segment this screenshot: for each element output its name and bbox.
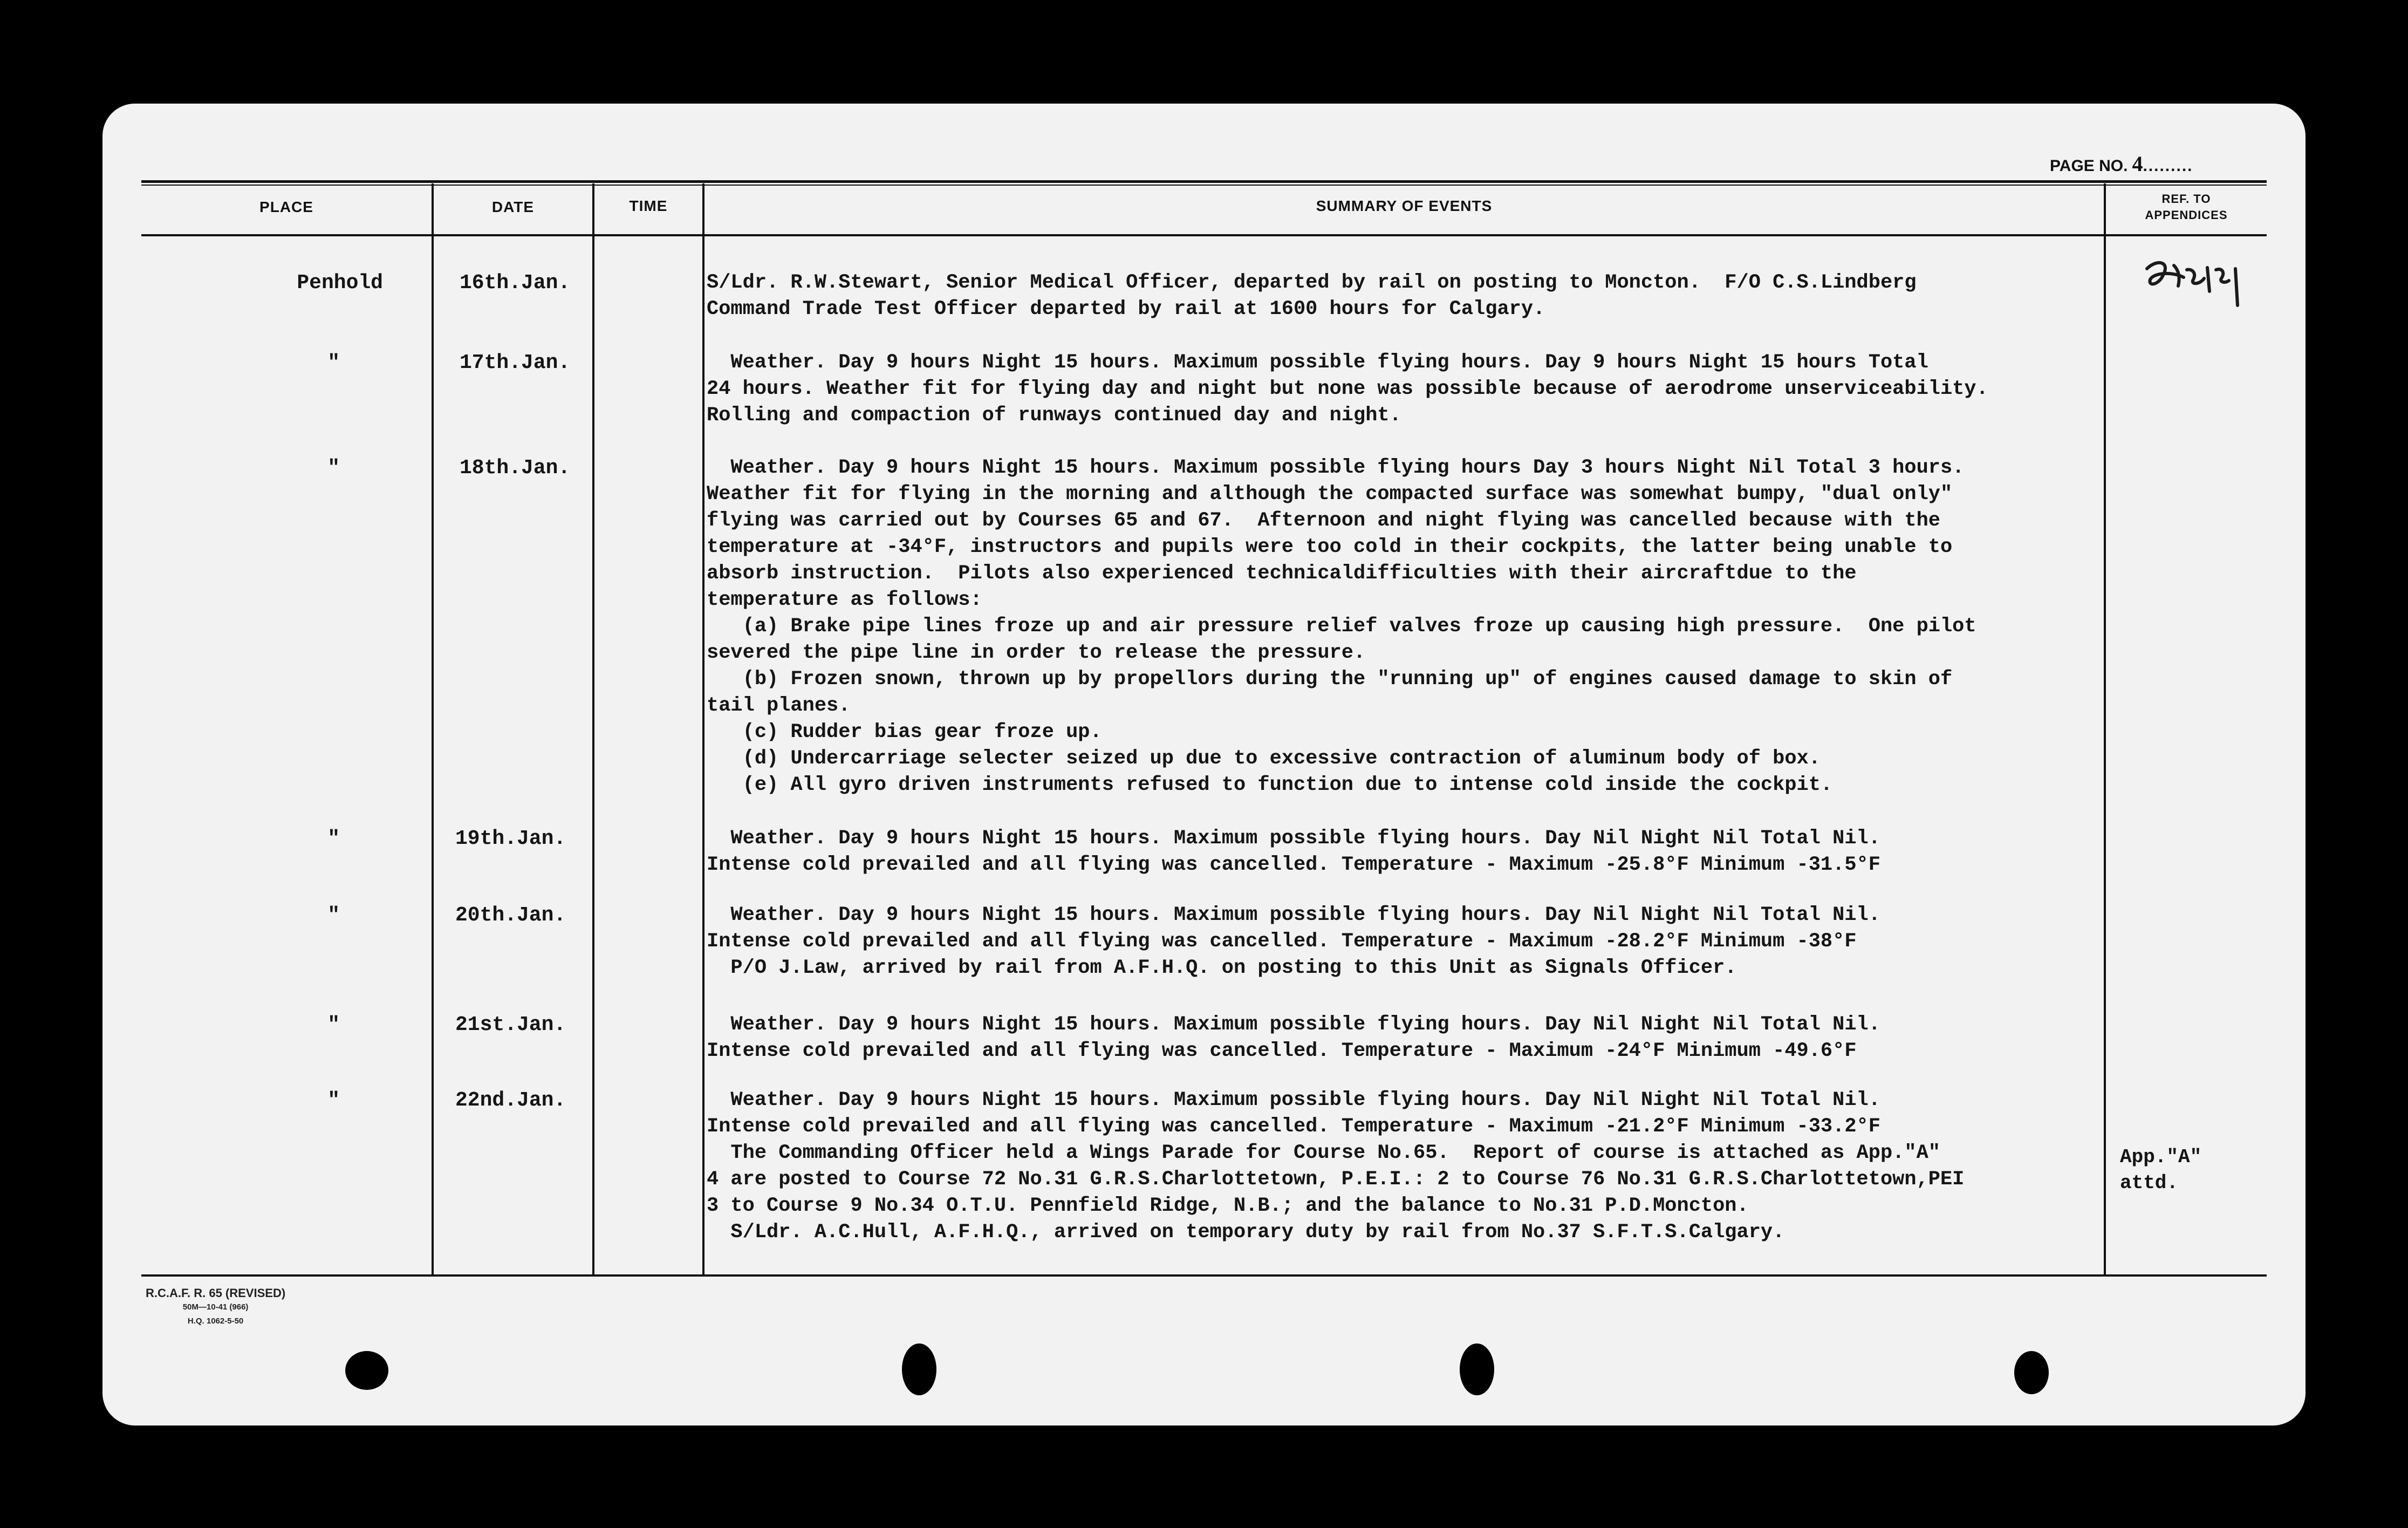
header-summary: SUMMARY OF EVENTS — [1316, 197, 1493, 214]
appendix-ref-line1: App."A" — [2120, 1146, 2202, 1168]
header-ref-line2: APPENDICES — [2145, 208, 2228, 222]
appendix-ref-line2: attd. — [2120, 1172, 2179, 1194]
form-identifier — [146, 1286, 285, 1328]
summary-line: S/Ldr. A.C.Hull, A.F.H.Q., arrived on temporary duty by rail from No.37 S.F.T.S.Calgary. — [707, 1221, 1785, 1244]
summary-line: (a) Brake pipe lines froze up and air pressure relief valves froze up causing high pressure. One pilot — [707, 615, 1976, 638]
summary-entry — [707, 1012, 2098, 1065]
summary-line: Intense cold prevailed and all flying was cancelled. Temperature - Maximum -24°F Minimum -49.6°F — [707, 1040, 1857, 1062]
table-top-rule-thin — [141, 185, 2267, 186]
summary-line: temperature as follows: — [707, 589, 982, 611]
place-cell: Penhold — [297, 271, 383, 295]
summary-entry — [707, 902, 2098, 981]
summary-line: Intense cold prevailed and all flying was cancelled. Temperature - Maximum -21.2°F Minimum -33.2°F — [707, 1115, 1880, 1138]
binder-hole — [2014, 1351, 2049, 1394]
page-number-dots: ......... — [2143, 157, 2193, 175]
date-cell: 16th.Jan. — [460, 271, 571, 295]
header-ref-line1: REF. TO — [2161, 192, 2211, 206]
summary-entry — [707, 1087, 2098, 1246]
summary-entry — [707, 270, 2098, 323]
binder-hole — [345, 1351, 388, 1390]
form-identifier-line1: R.C.A.F. R. 65 (REVISED) — [146, 1286, 286, 1300]
summary-entry — [707, 350, 2098, 429]
table-bottom-rule — [141, 1274, 2267, 1277]
summary-line: (b) Frozen snown, thrown up by propellors during the "running up" of engines caused damage to skin of — [707, 668, 1953, 691]
place-cell: " — [327, 456, 340, 480]
summary-line: Intense cold prevailed and all flying was cancelled. Temperature - Maximum -25.8°F Minimum -31.5°F — [707, 854, 1880, 876]
summary-line: severed the pipe line in order to release the pressure. — [707, 642, 1366, 664]
summary-line: Weather. Day 9 hours Night 15 hours. Maximum possible flying hours. Day Nil Night Nil Total Nil. — [707, 904, 1880, 926]
place-cell: " — [327, 1089, 340, 1112]
place-cell: " — [327, 827, 340, 850]
divider-summary-ref — [2104, 183, 2106, 1275]
summary-line: Rolling and compaction of runways continued day and night. — [707, 404, 1401, 427]
header-date: DATE — [491, 199, 535, 215]
summary-entry — [707, 455, 2098, 799]
date-cell: 21st.Jan. — [455, 1013, 566, 1036]
page-number — [2050, 151, 2193, 176]
summary-line: P/O J.Law, arrived by rail from A.F.H.Q. on posting to this Unit as Signals Officer. — [707, 957, 1737, 979]
summary-line: 3 to Course 9 No.34 O.T.U. Pennfield Ridge, N.B.; and the balance to No.31 P.D.Moncton. — [707, 1195, 1749, 1217]
place-cell: " — [327, 1013, 340, 1036]
header-place: PLACE — [259, 199, 313, 215]
summary-line: 24 hours. Weather fit for flying day and night but none was possible because of aerodrome unserviceability. — [707, 378, 1988, 400]
date-cell: 20th.Jan. — [455, 904, 566, 927]
summary-entry — [707, 826, 2098, 878]
place-cell: " — [327, 904, 340, 927]
summary-line: (d) Undercarriage selecter seized up due to excessive contraction of aluminum body of box. — [707, 747, 1821, 770]
summary-line: Weather fit for flying in the morning and although the compacted surface was somewhat bumpy, "dual only" — [707, 483, 1953, 506]
divider-place-date — [432, 183, 434, 1275]
binder-hole — [1460, 1343, 1494, 1395]
table-top-rule — [141, 180, 2267, 183]
summary-line: temperature at -34°F, instructors and pupils were too cold in their cockpits, the latter being unable to — [707, 536, 1953, 558]
handwritten-initials — [2140, 254, 2248, 313]
header-time: TIME — [629, 197, 668, 214]
page-number-label: PAGE NO. — [2050, 157, 2128, 175]
page-number-value: 4 — [2132, 152, 2143, 176]
summary-line: (c) Rudder bias gear froze up. — [707, 721, 1102, 743]
summary-line: 4 are posted to Course 72 No.31 G.R.S.Charlottetown, P.E.I.: 2 to Course 76 No.31 G.R.S.Charlottetown,PEI — [707, 1168, 1965, 1191]
summary-line: Weather. Day 9 hours Night 15 hours. Maximum possible flying hours. Day Nil Night Nil Total Nil. — [707, 1013, 1880, 1036]
summary-line: Weather. Day 9 hours Night 15 hours. Maximum possible flying hours Day 3 hours Night Nil Total 3 hours. — [707, 456, 1965, 479]
summary-line: Weather. Day 9 hours Night 15 hours. Maximum possible flying hours. Day Nil Night Nil Total Nil. — [707, 827, 1880, 850]
summary-line: tail planes. — [707, 694, 851, 717]
form-identifier-line3: H.Q. 1062-5-50 — [187, 1316, 244, 1326]
binder-hole — [902, 1343, 936, 1395]
date-cell: 22nd.Jan. — [455, 1089, 566, 1112]
summary-line: Command Trade Test Officer departed by rail at 1600 hours for Calgary. — [707, 298, 1545, 320]
date-cell: 18th.Jan. — [460, 456, 571, 480]
divider-time-summary — [702, 183, 704, 1275]
date-cell: 17th.Jan. — [460, 351, 571, 374]
summary-line: S/Ldr. R.W.Stewart, Senior Medical Officer, departed by rail on posting to Moncton. F/O C.S.Lindberg — [707, 271, 1917, 294]
form-identifier-line2: 50M—10-41 (966) — [182, 1302, 249, 1312]
summary-line: The Commanding Officer held a Wings Parade for Course No.65. Report of course is attached as App."A" — [707, 1142, 1940, 1164]
summary-line: absorb instruction. Pilots also experienced technicaldifficulties with their aircraftdue to the — [707, 562, 1857, 585]
summary-line: flying was carried out by Courses 65 and 67. Afternoon and night flying was cancelled because with the — [707, 509, 1940, 532]
summary-line: (e) All gyro driven instruments refused to function due to intense cold inside the cockpit. — [707, 774, 1833, 796]
place-cell: " — [327, 351, 340, 374]
header-bottom-rule — [141, 234, 2267, 236]
summary-line: Weather. Day 9 hours Night 15 hours. Maximum possible flying hours. Day 9 hours Night 15 hours Total — [707, 351, 1928, 374]
summary-line: Weather. Day 9 hours Night 15 hours. Maximum possible flying hours. Day Nil Night Nil Total Nil. — [707, 1089, 1880, 1111]
date-cell: 19th.Jan. — [455, 827, 566, 850]
divider-date-time — [592, 183, 594, 1275]
summary-line: Intense cold prevailed and all flying was cancelled. Temperature - Maximum -28.2°F Minimum -38°F — [707, 930, 1857, 953]
